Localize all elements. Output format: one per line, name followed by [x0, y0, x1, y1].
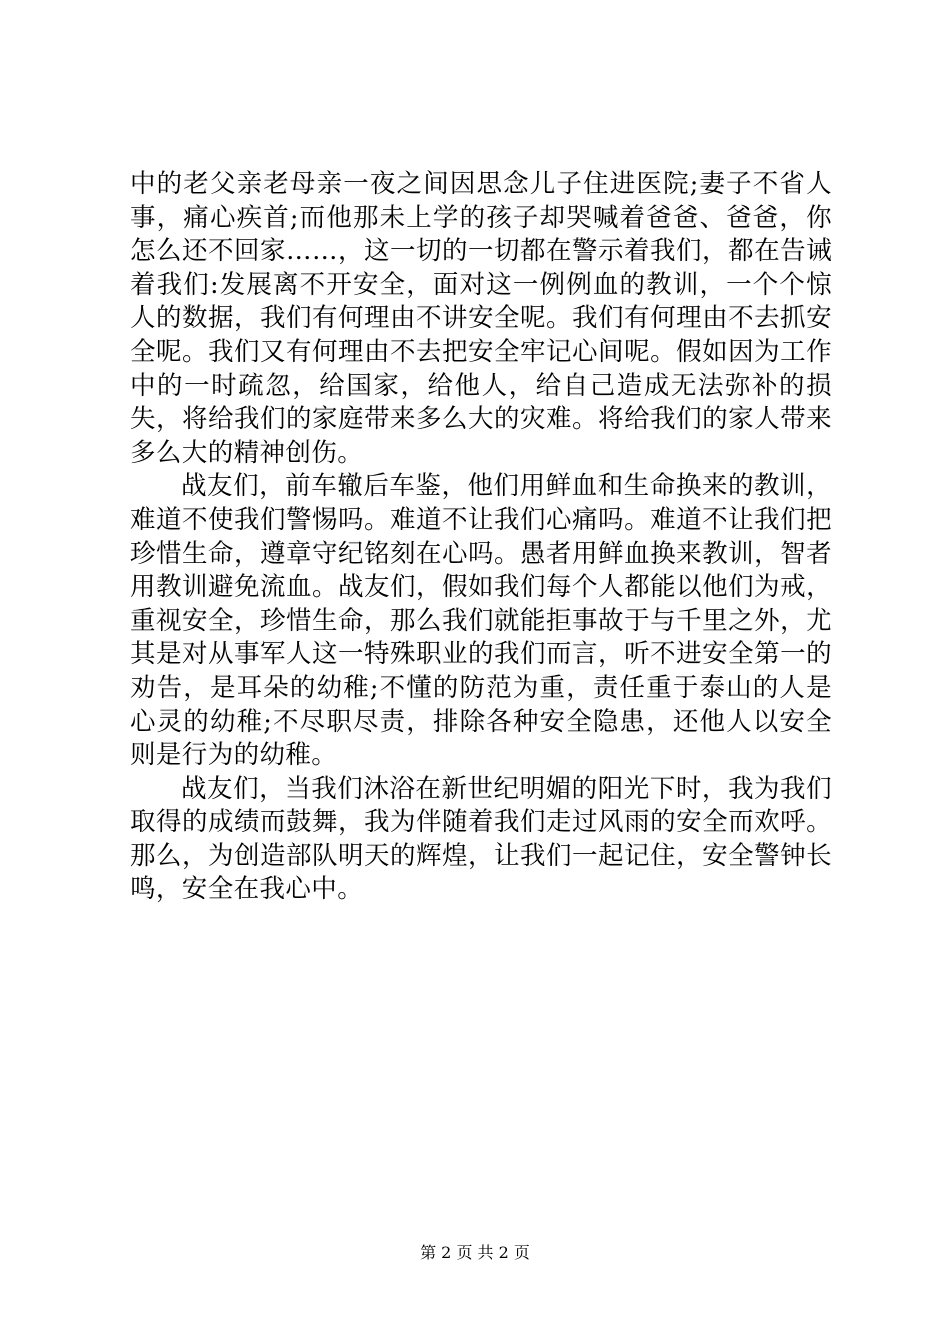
- paragraph-lessons: 战友们，前车辙后车鉴，他们用鲜血和生命换来的教训，难道不使我们警惕吗。难道不让我们心痛吗。难道不让我们把珍惜生命，遵章守纪铭刻在心吗。愚者用鲜血换来教训，智者用教训避免流血。战友们，假如我们每个人都能以他们为戒，重视安全，珍惜生命，那么我们就能拒事故于与千里之外，尤其是对从事军人这一特殊职业的我们而言，听不进安全第一的劝告，是耳朵的幼稚;不懂的防范为重，责任重于泰山的人是心灵的幼稚;不尽职尽责，排除各种安全隐患，还他人以安全则是行为的幼稚。: [130, 471, 832, 771]
- document-body: [130, 168, 832, 907]
- page-footer: 第 2 页 共 2 页: [420, 1243, 530, 1262]
- paragraph-conclusion: 战友们，当我们沐浴在新世纪明媚的阳光下时，我为我们取得的成绩而鼓舞，我为伴随着我们走过风雨的安全而欢呼。那么，为创造部队明天的辉煌，让我们一起记住，安全警钟长鸣，安全在我心中。: [130, 773, 832, 905]
- paragraph-continuation: 中的老父亲老母亲一夜之间因思念儿子住进医院;妻子不省人事，痛心疾首;而他那未上学的孩子却哭喊着爸爸、爸爸，你怎么还不回家……，这一切的一切都在警示着我们，都在告诫着我们:发展离不开安全，面对这一例例血的教训，一个个惊人的数据，我们有何理由不讲安全呢。我们有何理由不去抓安全呢。我们又有何理由不去把安全牢记心间呢。假如因为工作中的一时疏忽，给国家，给他人，给自己造成无法弥补的损失，将给我们的家庭带来多么大的灾难。将给我们的家人带来多么大的精神创伤。: [130, 169, 832, 468]
